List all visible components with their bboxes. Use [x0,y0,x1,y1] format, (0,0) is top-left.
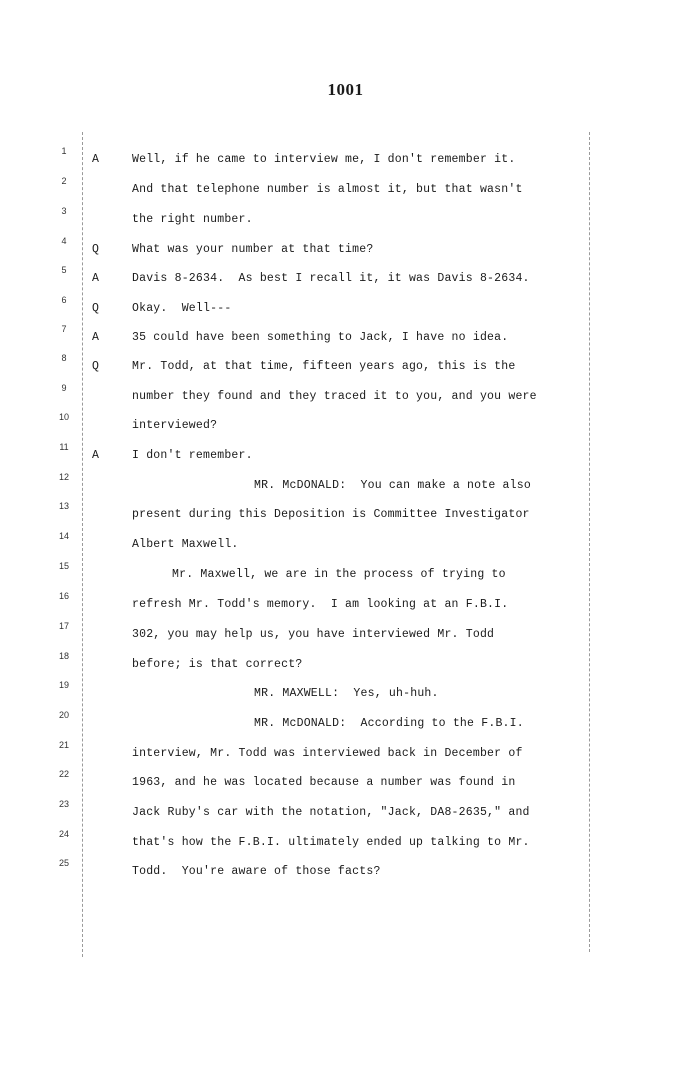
transcript-line [0,858,691,886]
line-text: Davis 8-2634. As best I recall it, it was Davis 8-2634. [132,272,530,285]
line-text: Jack Ruby's car with the notation, "Jack, DA8-2635," and [132,806,530,819]
line-number: 20 [58,710,69,720]
transcript-line [0,265,691,293]
line-text: 1963, and he was located because a number was found in [132,776,516,789]
transcript-line [0,740,691,768]
line-text: Albert Maxwell. [132,538,239,551]
line-number: 4 [61,236,67,246]
transcript-line [0,236,691,264]
speaker-label: A [92,449,99,462]
line-text: MR. MAXWELL: Yes, uh-huh. [254,687,439,700]
line-text: Todd. You're aware of those facts? [132,865,381,878]
transcript-line [0,412,691,440]
line-text: refresh Mr. Todd's memory. I am looking at an F.B.I. [132,598,509,611]
line-number: 15 [58,561,69,571]
transcript-line [0,295,691,323]
line-number: 24 [58,829,69,839]
line-text: interview, Mr. Todd was interviewed back in December of [132,747,523,760]
transcript-line [0,799,691,827]
line-number: 16 [58,591,69,601]
line-number: 25 [58,858,69,868]
speaker-label: Q [92,243,99,256]
line-number: 18 [58,651,69,661]
transcript-line [0,353,691,381]
transcript-line [0,206,691,234]
line-text: And that telephone number is almost it, but that wasn't [132,183,523,196]
line-number: 2 [61,176,67,186]
line-text: I don't remember. [132,449,253,462]
line-number: 14 [58,531,69,541]
transcript-line [0,176,691,204]
line-number: 9 [61,383,67,393]
line-number: 11 [59,442,69,452]
line-number: 7 [61,324,67,334]
line-text: number they found and they traced it to you, and you were [132,390,537,403]
transcript-line [0,383,691,411]
transcript-line [0,710,691,738]
line-text: Mr. Maxwell, we are in the process of trying to [172,568,506,581]
transcript-line [0,680,691,708]
speaker-label: Q [92,360,99,373]
transcript-line [0,829,691,857]
transcript-line [0,769,691,797]
line-number: 6 [61,295,67,305]
transcript-line [0,442,691,470]
line-text: that's how the F.B.I. ultimately ended up talking to Mr. [132,836,530,849]
line-text: Well, if he came to interview me, I don't remember it. [132,153,516,166]
line-text: Okay. Well--- [132,302,232,315]
speaker-label: A [92,153,99,166]
transcript-line [0,531,691,559]
line-number: 23 [58,799,69,809]
page-number: 1001 [327,80,364,99]
transcript-line [0,561,691,589]
transcript-line [0,651,691,679]
line-text: MR. McDONALD: According to the F.B.I. [254,717,524,730]
line-number: 22 [58,769,69,779]
line-number: 5 [61,265,67,275]
line-text: before; is that correct? [132,658,303,671]
speaker-label: Q [92,302,99,315]
line-text: 302, you may help us, you have interviewed Mr. Todd [132,628,495,641]
speaker-label: A [92,272,99,285]
line-number: 8 [61,353,67,363]
speaker-label: A [92,331,99,344]
line-text: MR. McDONALD: You can make a note also [254,479,531,492]
line-text: interviewed? [132,419,218,432]
line-text: present during this Deposition is Committee Investigator [132,508,530,521]
line-text: What was your number at that time? [132,243,374,256]
line-number: 12 [58,472,69,482]
line-text: Mr. Todd, at that time, fifteen years ago, this is the [132,360,516,373]
line-number: 13 [58,501,69,511]
transcript-line [0,472,691,500]
line-text: 35 could have been something to Jack, I have no idea. [132,331,509,344]
transcript-line [0,501,691,529]
line-number: 19 [58,680,69,690]
transcript-line [0,591,691,619]
line-number: 21 [58,740,69,750]
line-number: 10 [58,412,69,422]
line-number: 1 [61,146,67,156]
transcript-line [0,324,691,352]
line-number: 17 [58,621,69,631]
line-text: the right number. [132,213,253,226]
transcript-line [0,146,691,174]
transcript-line [0,621,691,649]
line-number: 3 [61,206,67,216]
